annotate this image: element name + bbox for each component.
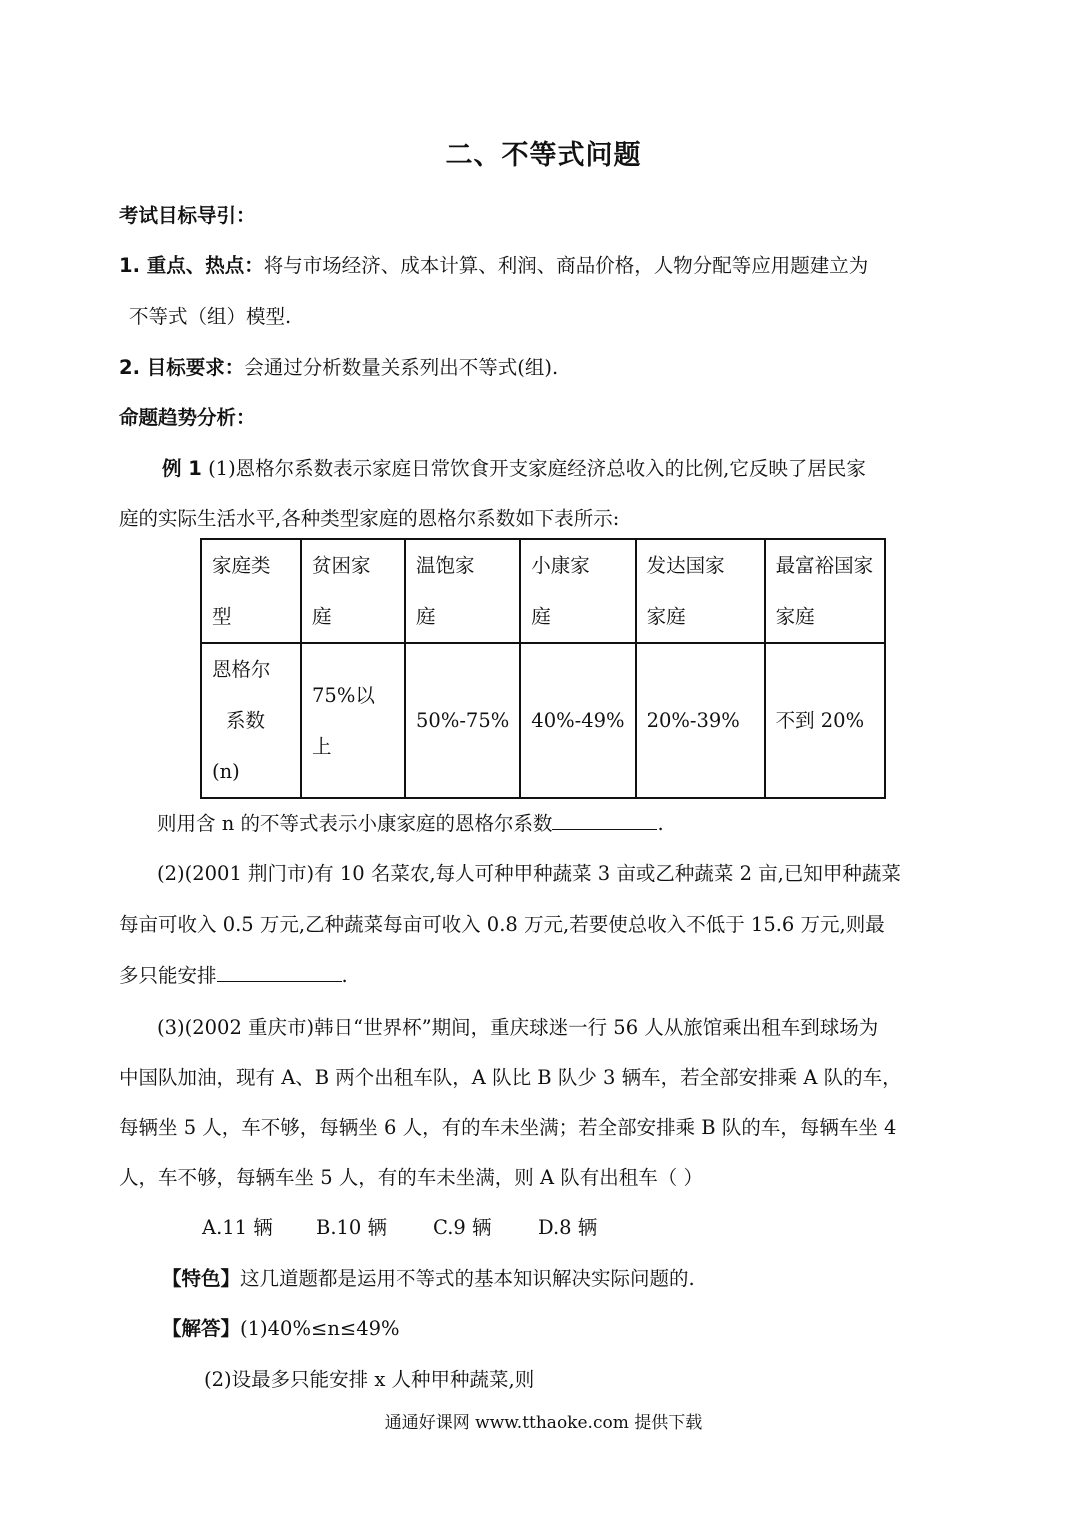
option-a: A.11 辆 — [202, 1216, 273, 1239]
feature-line — [162, 1263, 695, 1291]
answer-line-1 — [162, 1313, 400, 1341]
example-1-line-1 — [162, 453, 866, 481]
option-b: B.10 辆 — [316, 1216, 388, 1239]
feature-label: 【特色】 — [162, 1267, 241, 1290]
q2-line-1: (2)(2001 荆门市)有 10 名菜农,每人可种甲种蔬菜 3 亩或乙种蔬菜 2 亩,已知甲种蔬菜 — [157, 862, 901, 885]
table-header-cell: 最富裕国家 家庭 — [765, 539, 885, 643]
page-footer: 通通好课网 www.tthaoke.com 提供下载 — [384, 1413, 703, 1433]
point-1-label: 1. 重点、热点： — [119, 254, 264, 277]
table-cell: 50%-75% — [405, 643, 520, 798]
q3-line-1: (3)(2002 重庆市)韩日“世界杯”期间，重庆球迷一行 56 人从旅馆乘出租车到球场为 — [157, 1016, 879, 1039]
q3-line-3: 每辆坐 5 人，车不够，每辆坐 6 人，有的车未坐满；若全部安排乘 B 队的车，每辆车坐 4 — [119, 1116, 897, 1139]
answer-label: 【解答】 — [162, 1317, 241, 1340]
engel-coefficient-table — [200, 538, 886, 799]
table-cell: 40%-49% — [520, 643, 635, 798]
q2-line-3-text: 多只能安排 — [119, 964, 217, 987]
answer-line-2: (2)设最多只能安排 x 人种甲种蔬菜,则 — [204, 1368, 535, 1391]
example-1-q1-text: (1)恩格尔系数表示家庭日常饮食开支家庭经济总收入的比例,它反映了居民家 — [208, 457, 866, 480]
point-2-label: 2. 目标要求： — [119, 356, 245, 379]
point-2-text: 会通过分析数量关系列出不等式(组). — [244, 356, 559, 379]
option-d: D.8 辆 — [538, 1216, 598, 1239]
table-header-row — [201, 539, 885, 643]
q3-line-4: 人，车不够，每辆车坐 5 人，有的车未坐满，则 A 队有出租车（ ） — [119, 1166, 703, 1189]
answer-blank — [217, 963, 342, 982]
point-1-continued: 不等式（组）模型. — [129, 305, 292, 328]
trend-heading: 命题趋势分析： — [119, 406, 256, 429]
table-header-cell: 家庭类 型 — [201, 539, 301, 643]
q3-line-2: 中国队加油，现有 A、B 两个出租车队，A 队比 B 队少 3 辆车，若全部安排乘 A 队的车， — [119, 1066, 902, 1089]
example-1-label: 例 1 — [162, 457, 202, 480]
feature-text: 这几道题都是运用不等式的基本知识解决实际问题的. — [240, 1267, 695, 1290]
point-2 — [119, 352, 558, 380]
table-cell: 不到 20% — [765, 643, 885, 798]
table-cell: 75%以上 — [301, 643, 405, 798]
example-1-line-2: 庭的实际生活水平,各种类型家庭的恩格尔系数如下表所示: — [119, 507, 620, 530]
option-c: C.9 辆 — [433, 1216, 492, 1239]
point-1 — [119, 250, 868, 278]
point-1-text: 将与市场经济、成本计算、利润、商品价格，人物分配等应用题建立为 — [263, 254, 869, 277]
table-header-cell: 小康家 庭 — [520, 539, 635, 643]
table-header-cell: 温饱家 庭 — [405, 539, 520, 643]
table-row-label: 恩格尔 系数 (n) — [201, 643, 301, 798]
table-header-cell: 贫困家 庭 — [301, 539, 405, 643]
q1-ask: 则用含 n 的不等式表示小康家庭的恩格尔系数 . — [157, 812, 664, 835]
answer-blank — [552, 811, 657, 830]
q2-line-3: 多只能安排 . — [119, 964, 348, 987]
table-cell: 20%-39% — [636, 643, 765, 798]
q2-line-2: 每亩可收入 0.5 万元,乙种蔬菜每亩可收入 0.8 万元,若要使总收入不低于 15.6 万元,则最 — [119, 913, 885, 936]
guide-heading: 考试目标导引： — [119, 204, 256, 227]
page-title: 二、不等式问题 — [445, 140, 642, 171]
answer-1-text: (1)40%≤n≤49% — [240, 1317, 400, 1340]
table-row — [201, 643, 885, 798]
q1-ask-text: 则用含 n 的不等式表示小康家庭的恩格尔系数 — [157, 812, 553, 835]
table-header-cell: 发达国家 家庭 — [636, 539, 765, 643]
